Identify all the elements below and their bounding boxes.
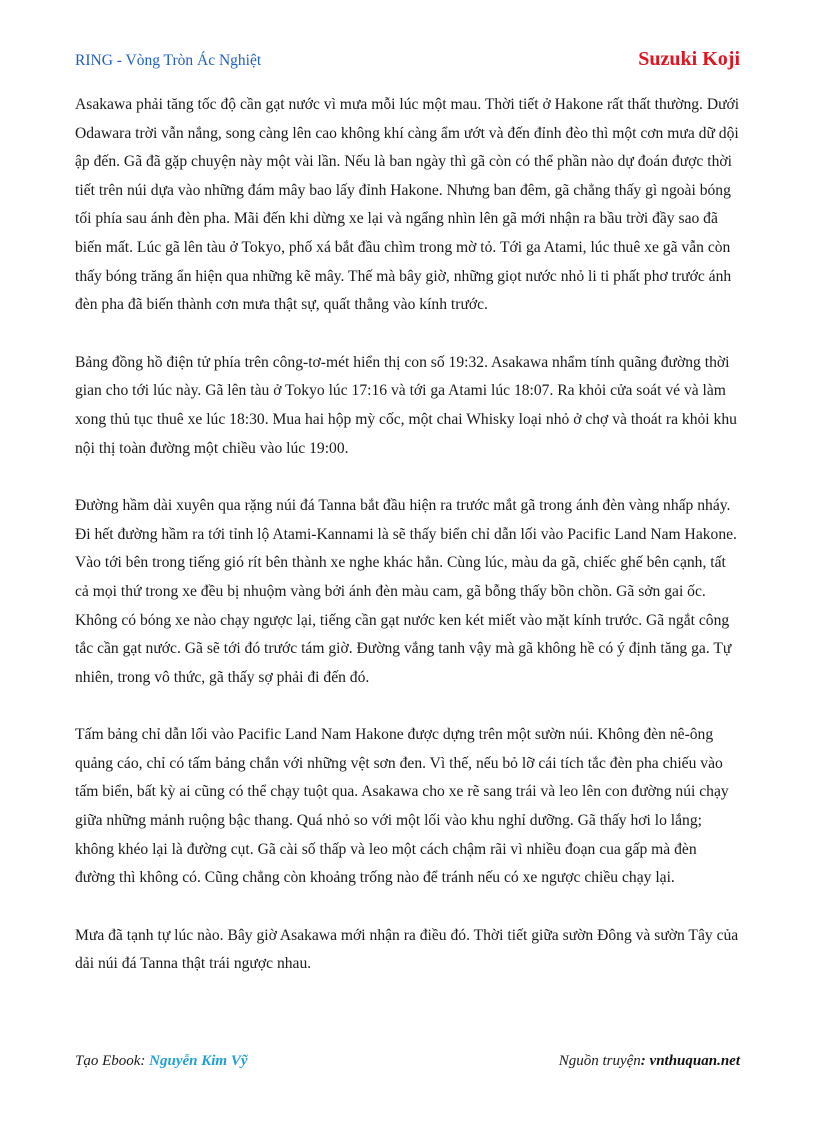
paragraph: Đường hầm dài xuyên qua rặng núi đá Tanna bắt đầu hiện ra trước mắt gã trong ánh đèn vàng nhấp nháy. Đi hết đường hầm ra tới tỉnh lộ Atami-Kannami là sẽ thấy biển chỉ dẫn lối vào Pacific Land Nam Hakone. Vào tới bên trong tiếng gió rít bên thành xe nghe khác hẳn. Cùng lúc, màu da gã, chiếc ghế bên cạnh, tất cả mọi thứ trong xe đều bị nhuộm vàng bởi ánh đèn màu cam, gã bỗng thấy bồn chồn. Gã sởn gai ốc. Không có bóng xe nào chạy ngược lại, tiếng cần gạt nước ken két miết vào mặt kính trước. Gã ngắt công tắc cần gạt nước. Gã sẽ tới đó trước tám giờ. Đường vắng tanh vậy mà gã không hề có ý định tăng ga. Tự nhiên, trong vô thức, gã thấy sợ phải đi đến đó. (75, 497, 737, 686)
paragraph: Mưa đã tạnh tự lúc nào. Bây giờ Asakawa mới nhận ra điều đó. Thời tiết giữa sườn Đông và sườn Tây của dải núi đá Tanna thật trái ngược nhau. (75, 926, 739, 973)
author-name: Suzuki Koji (638, 48, 740, 70)
source-colon: : (640, 1053, 650, 1069)
page-footer (75, 1053, 740, 1070)
paragraph: Tấm bảng chỉ dẫn lối vào Pacific Land Nam Hakone được dựng trên một sườn núi. Không đèn nê-ông quảng cáo, chỉ có tấm bảng chắn với những vệt sơn đen. Vì thế, nếu bỏ lỡ cái tích tắc đèn pha chiếu vào tấm biển, bất kỳ ai cũng có thể chạy tuột qua. Asakawa cho xe rẽ sang trái và leo lên con đường núi chạy giữa những mảnh ruộng bậc thang. Quá nhỏ so với một lối vào khu nghỉ dưỡng. Gã thấy hơi lo lắng; không khéo lại là đường cụt. Gã cài số thấp và leo một cách chậm rãi vì nhiều đoạn cua gấp mà đèn đường thì không có. Cũng chẳng còn khoảng trống nào để tránh nếu có xe ngược chiều chạy lại. (75, 726, 729, 887)
page-header (75, 48, 740, 78)
ebook-colon: : (140, 1053, 150, 1069)
ebook-credit (75, 1053, 248, 1070)
page-body (75, 91, 740, 1008)
ebook-label: Tạo Ebook (75, 1053, 141, 1069)
paragraph: Asakawa phải tăng tốc độ cần gạt nước vì mưa mỗi lúc một mau. Thời tiết ở Hakone rất thất thường. Dưới Odawara trời vẫn nắng, song càng lên cao không khí càng ẩm ướt và đến đỉnh đèo thì một cơn mưa dữ dội ập đến. Gã đã gặp chuyện này một vài lần. Nếu là ban ngày thì gã còn có thể phần nào dự đoán được thời tiết trên núi dựa vào những đám mây bao lấy đỉnh Hakone. Nhưng ban đêm, gã chẳng thấy gì ngoài bóng tối phía sau ánh đèn pha. Mãi đến khi dừng xe lại và ngẩng nhìn lên gã mới nhận ra bầu trời đầy sao đã biến mất. Lúc gã lên tàu ở Tokyo, phố xá bắt đầu chìm trong mờ tỏ. Tới ga Atami, lúc thuê xe gã vẫn còn thấy bóng trăng ẩn hiện qua những kẽ mây. Thế mà bây giờ, những giọt nước nhỏ li ti phất phơ trước ánh đèn pha đã biến thành cơn mưa thật sự, quất thẳng vào kính trước. (75, 96, 740, 314)
source-label: Nguồn truyện (558, 1053, 641, 1069)
paragraph: Bảng đồng hồ điện tử phía trên công-tơ-mét hiển thị con số 19:32. Asakawa nhẩm tính quãng đường thời gian cho tới lúc này. Gã lên tàu ở Tokyo lúc 17:16 và tới ga Atami lúc 18:07. Ra khỏi cửa soát vé và làm xong thủ tục thuê xe lúc 18:30. Mua hai hộp mỳ cốc, một chai Whisky loại nhỏ ở chợ và thoát ra khỏi khu nội thị toàn đường một chiều vào lúc 19:00. (75, 353, 737, 457)
source-credit (559, 1053, 740, 1070)
book-title: RING - Vòng Tròn Ác Nghiệt (75, 52, 262, 69)
source-site: vnthuquan.net (649, 1053, 740, 1069)
ebook-creator: Nguyễn Kim Vỹ (149, 1053, 248, 1069)
